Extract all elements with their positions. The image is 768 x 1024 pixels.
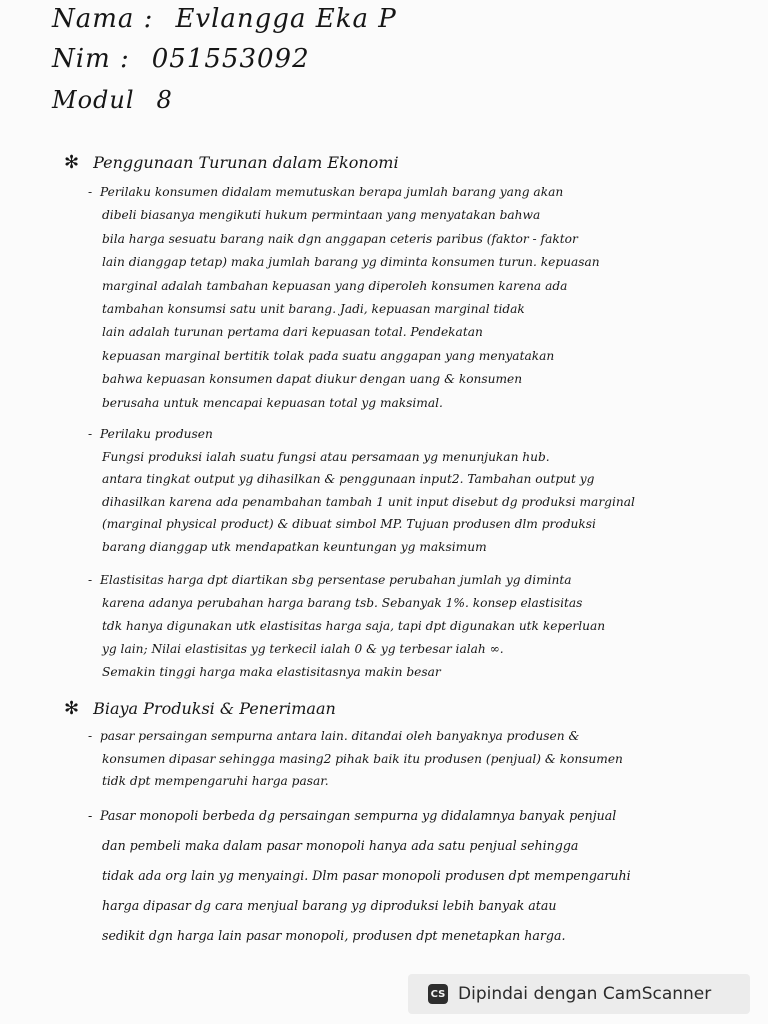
text-line: tambahan konsumsi satu unit barang. Jadi, kepuasan marginal tidak [102, 302, 525, 316]
paragraph-perilaku-konsumen [88, 186, 738, 420]
name-value: Evlangga Eka P [175, 4, 397, 34]
text-line: bila harga sesuatu barang naik dgn anggapan ceteris paribus (faktor - faktor [102, 232, 578, 246]
bullet-dash-icon: - [88, 574, 93, 587]
modul-line [52, 86, 173, 114]
text-line: (marginal physical product) & dibuat simbol MP. Tujuan produsen dlm produksi [102, 518, 596, 532]
modul-label: Modul [52, 86, 135, 114]
bullet-dash-icon: - [88, 186, 93, 199]
text-line: dibeli biasanya mengikuti hukum permintaan yang menyatakan bahwa [102, 209, 541, 223]
section-title-text: Penggunaan Turunan dalam Ekonomi [93, 153, 399, 172]
text-line: dihasilkan karena ada penambahan tambah 1 unit input disebut dg produksi marginal [102, 495, 635, 509]
camscanner-text: Dipindai dengan CamScanner [458, 984, 712, 1004]
nim-line [52, 44, 310, 74]
paragraph-elastisitas-harga [88, 574, 738, 689]
text-line: - Perilaku produsen [88, 428, 213, 441]
text-line: antara tingkat output yg dihasilkan & penggunaan input2. Tambahan output yg [102, 473, 595, 487]
text-line: - Pasar monopoli berbeda dg persaingan sempurna yg didalamnya banyak penjual [88, 810, 617, 823]
text-line: karena adanya perubahan harga barang tsb. Sebanyak 1%. konsep elastisitas [102, 597, 583, 610]
text-line: - Elastisitas harga dpt diartikan sbg persentase perubahan jumlah yg diminta [88, 574, 572, 587]
paragraph-pasar-persaingan-sempurna [88, 730, 738, 798]
text-line: - Perilaku konsumen didalam memutuskan berapa jumlah barang yang akan [88, 186, 564, 199]
modul-value: 8 [156, 86, 173, 114]
text-line: sedikit dgn harga lain pasar monopoli, produsen dpt menetapkan harga. [102, 930, 566, 943]
section-title-biaya-produksi [64, 698, 336, 719]
asterisk-icon: ✻ [64, 698, 80, 719]
text-line: tidak ada org lain yg menyaingi. Dlm pasar monopoli produsen dpt mempengaruhi [102, 870, 631, 883]
nim-label: Nim : [52, 44, 130, 74]
text-line: konsumen dipasar sehingga masing2 pihak baik itu produsen (penjual) & konsumen [102, 752, 623, 766]
camscanner-watermark [408, 974, 750, 1014]
text-line: Fungsi produksi ialah suatu fungsi atau persamaan yg menunjukan hub. [102, 450, 550, 464]
text-line: dan pembeli maka dalam pasar monopoli hanya ada satu penjual sehingga [102, 840, 579, 853]
bullet-dash-icon: - [88, 730, 93, 743]
section-title-text: Biaya Produksi & Penerimaan [93, 699, 336, 718]
text-line: yg lain; Nilai elastisitas yg terkecil ialah 0 & yg terbesar ialah ∞. [102, 643, 504, 656]
camscanner-logo-icon: CS [428, 984, 448, 1004]
nim-value: 051553092 [151, 44, 310, 74]
text-line: harga dipasar dg cara menjual barang yg diproduksi lebih banyak atau [102, 900, 557, 913]
asterisk-icon: ✻ [64, 152, 80, 173]
name-label: Nama : [52, 4, 154, 34]
text-line: tdk hanya digunakan utk elastisitas harga saja, tapi dpt digunakan utk keperluan [102, 620, 606, 633]
paragraph-pasar-monopoli [88, 810, 738, 960]
text-line: lain adalah turunan pertama dari kepuasan total. Pendekatan [102, 326, 483, 340]
section-title-penggunaan-turunan [64, 152, 399, 173]
text-line: marginal adalah tambahan kepuasan yang diperoleh konsumen karena ada [102, 279, 568, 293]
text-line: kepuasan marginal bertitik tolak pada suatu anggapan yang menyatakan [102, 349, 555, 363]
text-line: lain dianggap tetap) maka jumlah barang yg diminta konsumen turun. kepuasan [102, 256, 600, 270]
bullet-dash-icon: - [88, 428, 93, 441]
text-line: - pasar persaingan sempurna antara lain. ditandai oleh banyaknya produsen & [88, 730, 580, 743]
bullet-dash-icon: - [88, 810, 93, 823]
text-line: barang dianggap utk mendapatkan keuntungan yg maksimum [102, 540, 487, 554]
text-line: Semakin tinggi harga maka elastisitasnya makin besar [102, 666, 441, 679]
name-line [52, 4, 397, 34]
text-line: bahwa kepuasan konsumen dapat diukur dengan uang & konsumen [102, 373, 523, 387]
text-line: tidk dpt mempengaruhi harga pasar. [102, 775, 329, 789]
text-line: berusaha untuk mencapai kepuasan total yg maksimal. [102, 396, 443, 410]
paragraph-perilaku-produsen [88, 428, 738, 564]
